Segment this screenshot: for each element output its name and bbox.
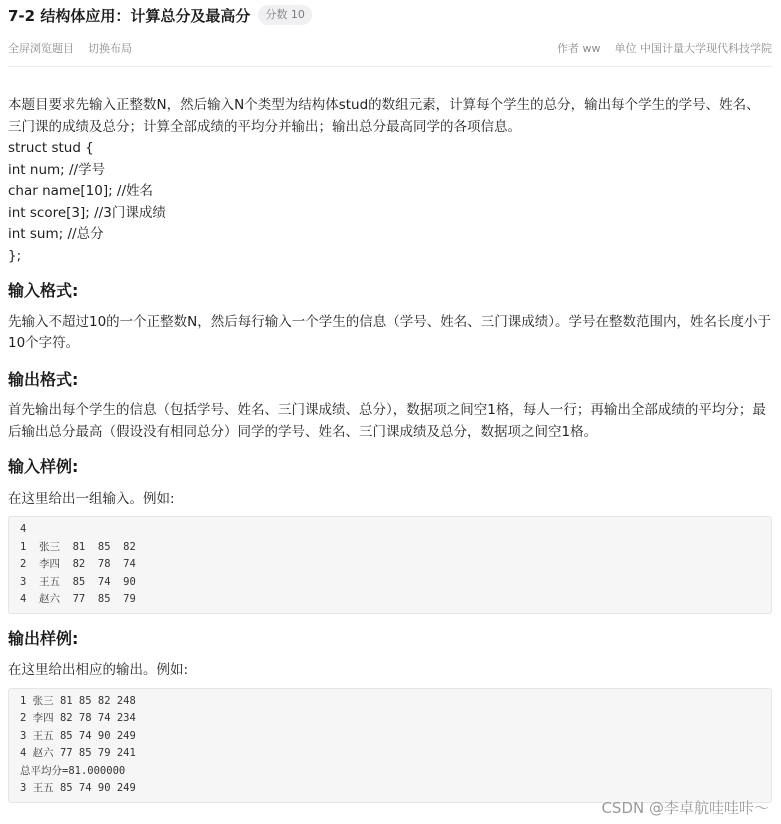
code-line: 2 李四 82 78 74 234 (20, 712, 136, 724)
struct-line: }; (8, 247, 22, 264)
code-line: 总平均分=81.000000 (20, 764, 126, 777)
struct-line: struct stud { (8, 140, 94, 156)
code-line: 4 (20, 523, 27, 535)
author-label: 作者 ww (557, 42, 601, 55)
header-divider (8, 66, 772, 67)
code-line: 2 李四 82 78 74 (20, 558, 136, 570)
code-line: 3 王五 85 74 90 249 (20, 729, 136, 742)
toggle-layout-link[interactable]: 切换布局 (88, 42, 132, 55)
csdn-watermark: CSDN @李卓航哇哇咔～ (601, 799, 769, 817)
code-line: 3 王五 85 74 90 (20, 575, 136, 588)
input-sample-heading: 输入样例: (8, 457, 79, 476)
struct-line: int sum; //总分 (8, 226, 104, 242)
struct-line: char name[10]; //姓名 (8, 183, 154, 199)
struct-definition (8, 138, 772, 267)
output-format-heading: 输出格式: (8, 369, 79, 389)
title-row (8, 4, 312, 26)
struct-line: int score[3]; //3门课成绩 (8, 204, 166, 221)
code-line: 1 张三 81 85 82 (20, 540, 136, 553)
input-format-heading: 输入格式: (8, 281, 79, 300)
problem-title: 7-2 结构体应用：计算总分及最高分 (8, 6, 251, 25)
problem-description: 本题目要求先输入正整数N，然后输入N个类型为结构体stud的数组元素，计算每个学生的总分，输出每个学生的学号、姓名、三门课的成绩及总分；计算全部成绩的平均分并输出；输出总分最高同学的各项信息。 (8, 97, 760, 135)
code-line: 3 王五 85 74 90 249 (20, 782, 136, 794)
organization-label: 单位 中国计量大学现代科技学院 (614, 42, 772, 55)
struct-line: int num; //学号 (8, 161, 106, 178)
output-sample-code[interactable] (8, 688, 772, 803)
code-line: 1 张三 81 85 82 248 (20, 694, 136, 707)
output-sample-heading: 输出样例: (8, 628, 79, 648)
score-badge: 分数 10 (258, 5, 312, 25)
input-sample-intro: 在这里给出一组输入。例如: (8, 490, 175, 507)
code-line: 4 赵六 77 85 79 (20, 593, 136, 605)
fullscreen-link[interactable]: 全屏浏览题目 (8, 42, 74, 55)
input-sample-code[interactable] (8, 516, 772, 614)
view-controls (8, 40, 146, 56)
output-format-text: 首先输出每个学生的信息（包括学号、姓名、三门课成绩、总分），数据项之间空1格，每人一行；再输出全部成绩的平均分；最后输出总分最高（假设没有相同总分）同学的学号、姓名、三门课成绩及总分，数据项之间空1格。 (8, 402, 766, 440)
meta-row (8, 40, 772, 56)
problem-content (8, 95, 772, 803)
input-format-text: 先输入不超过10的一个正整数N，然后每行输入一个学生的信息（学号、姓名、三门课成绩）。学号在整数范围内，姓名长度小于10个字符。 (8, 313, 772, 351)
code-line: 4 赵六 77 85 79 241 (20, 747, 136, 759)
output-sample-intro: 在这里给出相应的输出。例如: (8, 662, 189, 678)
problem-meta (543, 40, 772, 56)
